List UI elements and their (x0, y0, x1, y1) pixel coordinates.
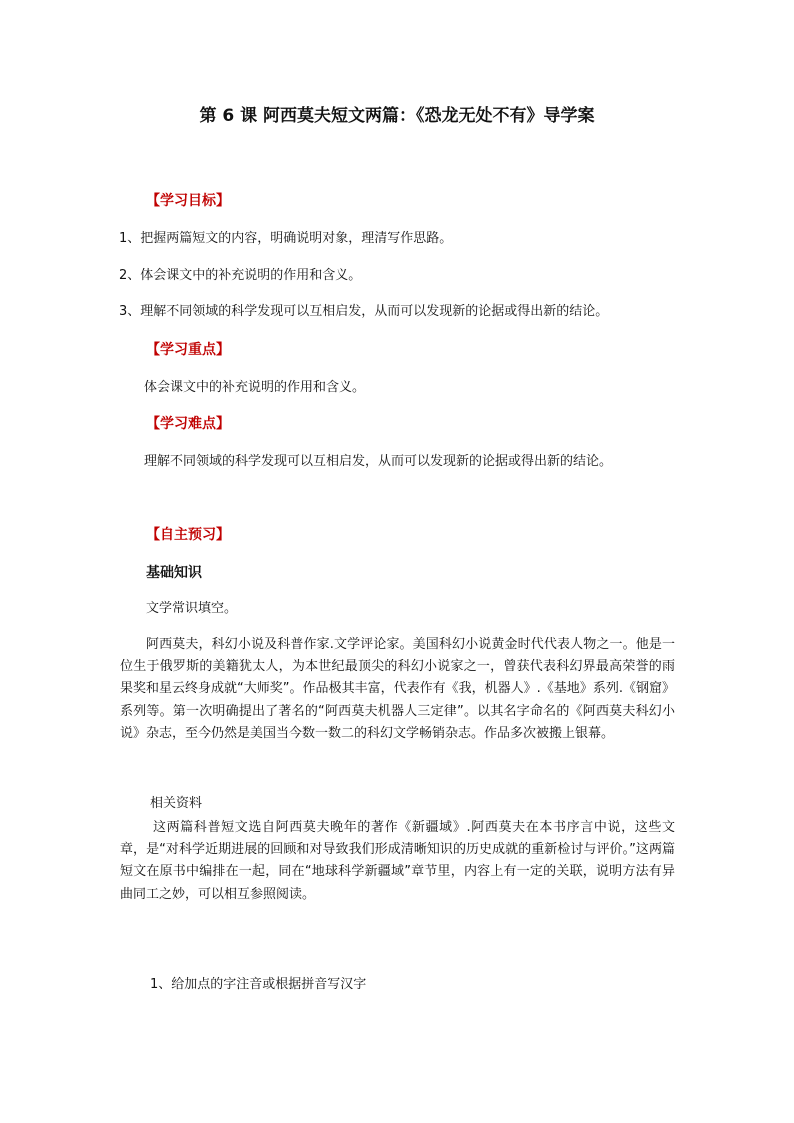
difficulties-heading: 【学习难点】 (146, 416, 230, 432)
related-paragraph (120, 817, 675, 906)
objectives-heading: 【学习目标】 (146, 193, 230, 209)
author-paragraph (120, 634, 675, 745)
basic-knowledge-heading: 基础知识 (146, 565, 202, 581)
key-points-heading: 【学习重点】 (146, 342, 230, 358)
key-points-text: 体会课文中的补充说明的作用和含义。 (144, 380, 366, 395)
difficulties-text: 理解不同领域的科学发现可以互相启发，从而可以发现新的论据或得出新的结论。 (144, 454, 613, 469)
related-heading: 相关资料 (150, 796, 203, 811)
exercise-1: 1、给加点的字注音或根据拼音写汉字 (150, 977, 367, 992)
objective-item-2: 2、体会课文中的补充说明的作用和含义。 (119, 268, 362, 283)
preview-heading: 【自主预习】 (146, 527, 230, 543)
page-title: 第 6 课 阿西莫夫短文两篇：《恐龙无处不有》导学案 (199, 106, 595, 126)
related-paragraph-text: 这两篇科普短文选自阿西莫夫晚年的著作《新疆域》.阿西莫夫在本书序言中说，这些文章，是“对科学近期进展的回顾和对导致我们形成清晰知识的历史成就的重新检讨与评价。”这两篇短文在原书中编排在一起，同在“地球科学新疆域”章节里，内容上有一定的关联，说明方法有异曲同工之妙，可以相互参照阅读。 (120, 820, 675, 902)
objective-item-3: 3、理解不同领域的科学发现可以互相启发，从而可以发现新的论据或得出新的结论。 (119, 304, 609, 319)
author-paragraph-text: 阿西莫夫，科幻小说及科普作家.文学评论家。美国科幻小说黄金时代代表人物之一。他是一位生于俄罗斯的美籍犹太人，为本世纪最顶尖的科幻小说家之一，曾获代表科幻界最高荣誉的雨果奖和星云终身成就“大师奖”。作品极其丰富，代表作有《我，机器人》.《基地》系列.《钢窟》系列等。第一次明确提出了著名的“阿西莫夫机器人三定律”。以其名字命名的《阿西莫夫科幻小说》杂志，至今仍然是美国当今数一数二的科幻文学畅销杂志。作品多次被搬上银幕。 (120, 637, 675, 741)
fill-prompt: 文学常识填空。 (146, 601, 238, 616)
objective-item-1: 1、把握两篇短文的内容，明确说明对象，理清写作思路。 (119, 231, 453, 246)
